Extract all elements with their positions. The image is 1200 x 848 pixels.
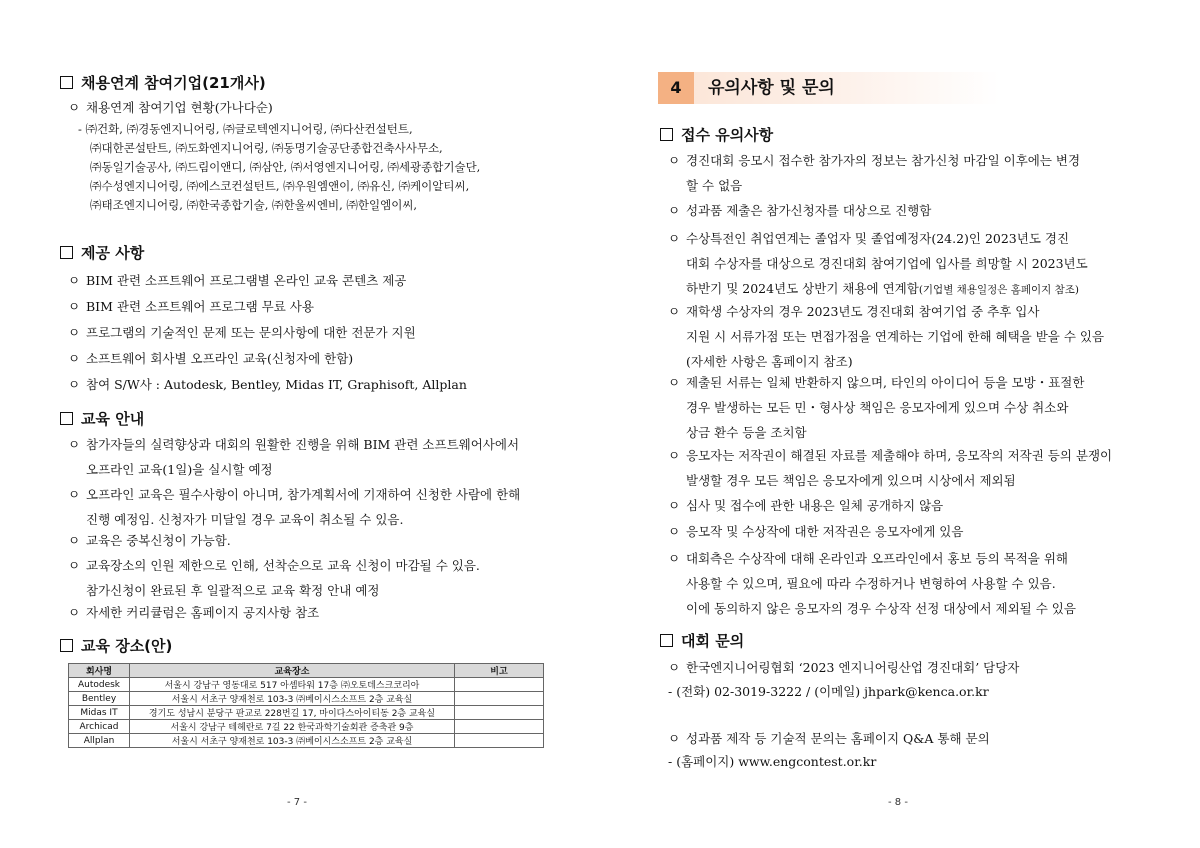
company-line: ㈜태조엔지니어링, ㈜한국종합기술, ㈜한울씨엔비, ㈜한일엠이씨, (90, 198, 418, 212)
company-line: ㈜수성엔지니어링, ㈜에스코컨설턴트, ㈜우원엠앤이, ㈜유신, ㈜케이알티씨, (90, 179, 470, 193)
company-line: ㈜대한콘설탄트, ㈜도화엔지니어링, ㈜동명기술공단종합건축사사무소, (90, 141, 443, 155)
table-row: Allplan 서울시 서초구 양재천로 103-3 ㈜베이시스소프트 2층 교육실 (69, 734, 544, 748)
table-row: Bentley 서울시 서초구 양재천로 103-3 ㈜베이시스소프트 2층 교육실 (69, 692, 544, 706)
page-8: 4 유의사항 및 문의 접수 유의사항 ㅇ 경진대회 응모시 접수한 참가자의 정보는 참가신청 마감일 이후에는 변경 할 수 없음 ㅇ 성과품 제출은 참가신청자를 대상으로 진행함 ㅇ 수상특전인 취업연계는 졸업자 및 졸업예정자(24.2)인 2023년도 경진 대회 수상자를 대상으로 경진대회 참여기업에 입사를 희망할 시 2023년도 하반기 및 2024년도 상반기 채용에 연계함(기업별 채용일정은 홈페이지 참조) ㅇ 재학생 수상자의 경우 2023년도 경진대회 참여기업 중 추후 입사 지원 시 서류가점 또는 면접가점을 연계하는 기업에 한해 혜택을 받을 수 있음 (자세한 사항은 홈페이지 참조) ㅇ 제출된 서류는 일체 반환하지 않으며, 타인의 아이디어 등을 모방・표절한 경우 발생하는 모든 민・형사상 책임은 응모자에게 있으며 수상 취소와 상금 환수 등을 조치함 ㅇ 응모자는 저작권이 해결된 자료를 제출해야 하며, 응모작의 저작권 등의 분쟁이 발생할 경우 모든 책임은 응모자에게 있으며 시상에서 제외됨 ㅇ 심사 및 접수에 관한 내용은 일체 공개하지 않음 ㅇ 응모작 및 수상작에 대한 저작권은 응모자에게 있음 ㅇ 대회측은 수상작에 대해 온라인과 오프라인에서 홍보 등의 목적을 위해 사용할 수 있으며, 필요에 따라 수정하거나 변형하여 사용할 수 있음. 이에 동의하지 않은 응모자의 경우 수상작 선정 대상에서 제외될 수 있음 대회 문의 ㅇ 한국엔지니어링협회 ‘2023 엔지니어링산업 경진대회’ 담당자 - (전화) 02-3019-3222 / (이메일) jhpark@kenca.or.kr ㅇ 성과품 제작 등 기술적 문의는 홈페이지 Q&A 통해 문의 - (홈페이지) www.engcontest.or.kr - 8 - (600, 0, 1200, 848)
company-line: - ㈜건화, ㈜경동엔지니어링, ㈜글로텍엔지니어링, ㈜다산컨설턴트, (78, 122, 413, 136)
page-7: 채용연계 참여기업(21개사) ㅇ 채용연계 참여기업 현황(가나다순) - ㈜건화, ㈜경동엔지니어링, ㈜글로텍엔지니어링, ㈜다산컨설턴트, ㈜대한콘설탄트, ㈜도화엔지니어링, ㈜동명기술공단종합건축사사무소, ㈜동일기술공사, ㈜드림이앤디, ㈜삼안, ㈜서영엔지니어링, ㈜세광종합기술단, ㈜수성엔지니어링, ㈜에스코컨설턴트, ㈜우원엠앤이, ㈜유신, ㈜케이알티씨, ㈜태조엔지니어링, ㈜한국종합기술, ㈜한울씨엔비, ㈜한일엠이씨, 제공 사항 ㅇ BIM 관련 소프트웨어 프로그램별 온라인 교육 콘텐츠 제공 ㅇ BIM 관련 소프트웨어 프로그램 무료 사용 ㅇ 프로그램의 기술적인 문제 또는 문의사항에 대한 전문가 지원 ㅇ 소프트웨어 회사별 오프라인 교육(신청자에 한함) ㅇ 참여 S/W사 : Autodesk, Bentley, Midas IT, Graphisoft, Allplan 교육 안내 ㅇ 참가자들의 실력향상과 대회의 원활한 진행을 위해 BIM 관련 소프트웨어사에서 오프라인 교육(1일)을 실시할 예정 ㅇ 오프라인 교육은 필수사항이 아니며, 참가계획서에 기재하여 신청한 사람에 한해 진행 예정임. 신청자가 미달일 경우 교육이 취소될 수 있음. ㅇ 교육은 중복신청이 가능함. ㅇ 교육장소의 인원 제한으로 인해, 선착순으로 교육 신청이 마감될 수 있음. 참가신청이 완료된 후 일괄적으로 교육 확정 안내 예정 ㅇ 자세한 커리큘럼은 홈페이지 공지사항 참조 교육 장소(안) 회사명 교육장소 비고 Autodesk 서울시 강남구 영동대로 517 아셈타워 17층 ㈜오토데스크코리아 Bentley 서울시 서초구 양재천로 103-3 ㈜베이시스소프트 2층 교육실 Midas IT 경기도 성남시 분당구 판교로 228번길 17, 마이다스아이티동 2층 교육실 Archicad 서울시 강남구 테헤란로 7길 22 한국과학기술회관 증축관 9층 Allplan 서울시 서초구 양재천로 103-3 ㈜베이시스소프트 2층 교육실 - 7 - (0, 0, 600, 848)
square-bullet-icon (60, 639, 73, 652)
homepage-line: - (홈페이지) www.engcontest.or.kr (668, 754, 877, 769)
square-bullet-icon (60, 76, 73, 89)
table-header-row: 회사명 교육장소 비고 (69, 664, 544, 678)
heading-contest-inquiry: 대회 문의 (660, 630, 744, 651)
heading-partner-companies: 채용연계 참여기업(21개사) (60, 72, 266, 93)
section-title: 유의사항 및 문의 (708, 78, 835, 98)
heading-submission-notes: 접수 유의사항 (660, 124, 773, 145)
page-number: - 8 - (888, 797, 908, 808)
heading-education-venue: 교육 장소(안) (60, 635, 172, 656)
contact-line: - (전화) 02-3019-3222 / (이메일) jhpark@kenca.or.kr (668, 684, 989, 699)
table-row: Autodesk 서울시 강남구 영동대로 517 아셈타워 17층 ㈜오토데스크코리아 (69, 678, 544, 692)
square-bullet-icon (60, 412, 73, 425)
heading-provided-items: 제공 사항 (60, 242, 144, 263)
table-row: Archicad 서울시 강남구 테헤란로 7길 22 한국과학기술회관 증축관 9층 (69, 720, 544, 734)
company-line: ㈜동일기술공사, ㈜드림이앤디, ㈜삼안, ㈜서영엔지니어링, ㈜세광종합기술단, (90, 160, 481, 174)
square-bullet-icon (60, 246, 73, 259)
section-number: 4 (658, 72, 694, 104)
square-bullet-icon (660, 634, 673, 647)
circle-bullet-icon: ㅇ (68, 100, 81, 115)
page-number: - 7 - (287, 797, 307, 808)
square-bullet-icon (660, 128, 673, 141)
recruit-schedule-note: (기업별 채용일정은 홈페이지 참조) (918, 284, 1080, 296)
heading-education-guide: 교육 안내 (60, 408, 144, 429)
table-row: Midas IT 경기도 성남시 분당구 판교로 228번길 17, 마이다스아이티동 2층 교육실 (69, 706, 544, 720)
venue-table (68, 663, 544, 748)
